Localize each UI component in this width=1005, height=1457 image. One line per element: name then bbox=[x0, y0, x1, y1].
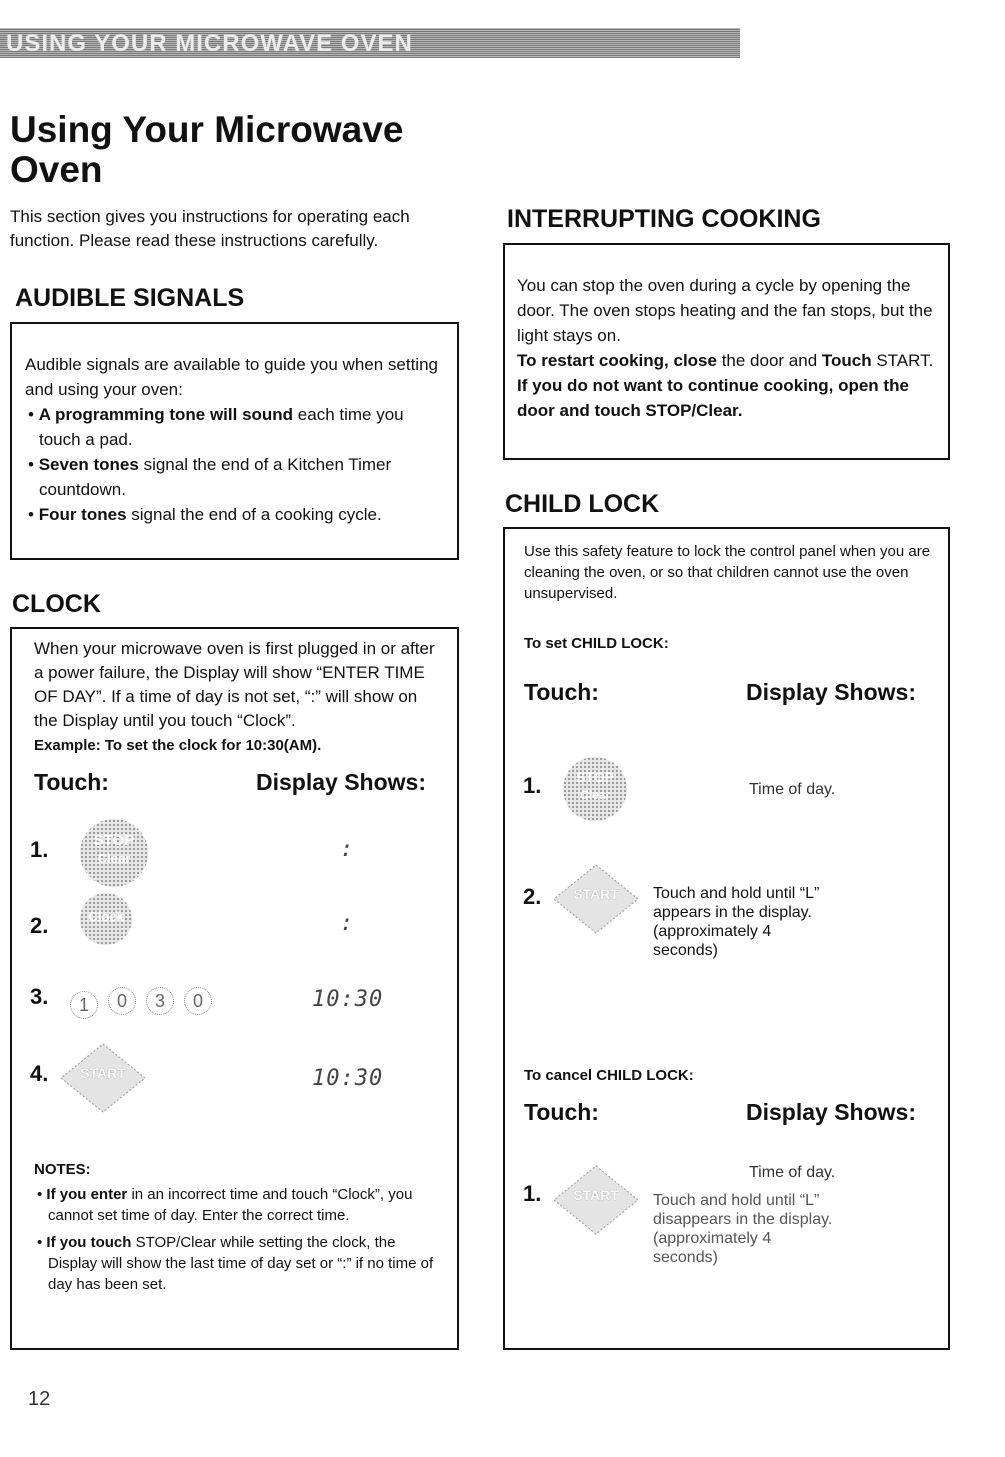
stop-clear-pad[interactable]: STOP Clear bbox=[563, 757, 627, 821]
cancel-step-1-display-top: Time of day. bbox=[749, 1164, 836, 1181]
interrupting-cooking-heading: INTERRUPTING COOKING bbox=[507, 205, 821, 233]
clock-step-2-display: : bbox=[340, 911, 355, 936]
banner-text: USING YOUR MICROWAVE OVEN bbox=[6, 30, 413, 57]
clock-example: Example: To set the clock for 10:30(AM). bbox=[34, 737, 322, 754]
clock-step-3-display: 10:30 bbox=[312, 987, 384, 1012]
child-lock-step-1-display: Time of day. bbox=[749, 781, 836, 798]
start-pad[interactable]: START bbox=[551, 862, 641, 936]
clock-heading: CLOCK bbox=[12, 590, 101, 618]
audible-bullet-3: • Four tones signal the end of a cooking cycle. bbox=[28, 505, 382, 524]
child-lock-step-2-display: Touch and hold until “L” appears in the display. (approximately 4 seconds) bbox=[653, 885, 820, 959]
clock-touch-header: Touch: bbox=[34, 769, 109, 795]
cancel-step-1-display: Touch and hold until “L” disappears in the display. (approximately 4 seconds) bbox=[653, 1192, 833, 1266]
interrupt-cancel: If you do not want to continue cooking, open the door and touch STOP/Clear. bbox=[517, 376, 909, 420]
audible-signals-box bbox=[10, 322, 459, 560]
child-lock-box bbox=[503, 527, 950, 1350]
cancel-touch-header: Touch: bbox=[524, 1099, 599, 1125]
child-lock-body: Use this safety feature to lock the control panel when you are cleaning the oven, or so that children cannot use the oven unsupervised. bbox=[524, 543, 931, 602]
page-title: Using Your Microwave Oven bbox=[10, 109, 404, 190]
clock-step-4-display: 10:30 bbox=[312, 1066, 384, 1091]
clock-step-4-number: 4. bbox=[30, 1061, 49, 1086]
clock-step-3-number: 3. bbox=[30, 984, 49, 1009]
clock-step-2-number: 2. bbox=[30, 913, 49, 938]
interrupting-cooking-box bbox=[503, 243, 950, 460]
clock-box bbox=[10, 627, 459, 1350]
child-lock-step-2-number: 2. bbox=[523, 884, 542, 909]
start-pad[interactable]: START bbox=[551, 1163, 641, 1237]
child-lock-heading: CHILD LOCK bbox=[505, 490, 660, 518]
cancel-display-header: Display Shows: bbox=[746, 1099, 916, 1125]
page-number: 12 bbox=[28, 1388, 51, 1410]
audible-bullet-1: • A programming tone will sound each time you touch a pad. bbox=[28, 405, 404, 449]
number-pad-1[interactable]: 1 bbox=[70, 991, 98, 1019]
audible-bullet-2: • Seven tones signal the end of a Kitchen Timer countdown. bbox=[28, 455, 392, 499]
number-pad-0[interactable]: 0 bbox=[108, 987, 136, 1015]
clock-notes bbox=[34, 1184, 446, 1295]
note-1: • If you enter in an incorrect time and touch “Clock”, you cannot set time of day. Enter the correct time. bbox=[37, 1186, 413, 1224]
start-pad[interactable]: START bbox=[58, 1041, 148, 1115]
clock-step-1-number: 1. bbox=[30, 837, 49, 862]
child-lock-display-header: Display Shows: bbox=[746, 679, 916, 705]
set-child-lock-label: To set CHILD LOCK: bbox=[524, 635, 669, 652]
cancel-child-lock-label: To cancel CHILD LOCK: bbox=[524, 1067, 694, 1084]
clock-display-header: Display Shows: bbox=[256, 769, 426, 795]
interrupt-body: You can stop the oven during a cycle by opening the door. The oven stops heating and the fan stops, but the light stays on. bbox=[517, 276, 933, 345]
child-lock-touch-header: Touch: bbox=[524, 679, 599, 705]
audible-signals-heading: AUDIBLE SIGNALS bbox=[15, 284, 245, 312]
number-pad-3[interactable]: 3 bbox=[146, 987, 174, 1015]
clock-body: When your microwave oven is first plugged in or after a power failure, the Display will show “ENTER TIME OF DAY”. If a time of day is not set, “:” will show on the Display until you touch “Clock”. bbox=[34, 639, 435, 730]
stop-clear-pad[interactable]: STOP Clear bbox=[80, 819, 148, 887]
notes-heading: NOTES: bbox=[34, 1161, 91, 1178]
intro-text: This section gives you instructions for operating each function. Please read these instructions carefully. bbox=[10, 207, 410, 250]
cancel-step-1-number: 1. bbox=[523, 1181, 542, 1206]
interrupt-restart: To restart cooking, close the door and Touch START. bbox=[517, 351, 934, 370]
section-banner bbox=[0, 28, 740, 58]
number-pad-0-second[interactable]: 0 bbox=[184, 987, 212, 1015]
clock-pad[interactable]: Clock bbox=[80, 893, 132, 945]
note-2: • If you touch STOP/Clear while setting the clock, the Display will show the last time of day set or “:” if no time of day has been set. bbox=[37, 1234, 434, 1293]
child-lock-step-1-number: 1. bbox=[523, 773, 542, 798]
clock-step-1-display: : bbox=[340, 837, 355, 862]
audible-lead: Audible signals are available to guide you when setting and using your oven: bbox=[25, 355, 438, 399]
